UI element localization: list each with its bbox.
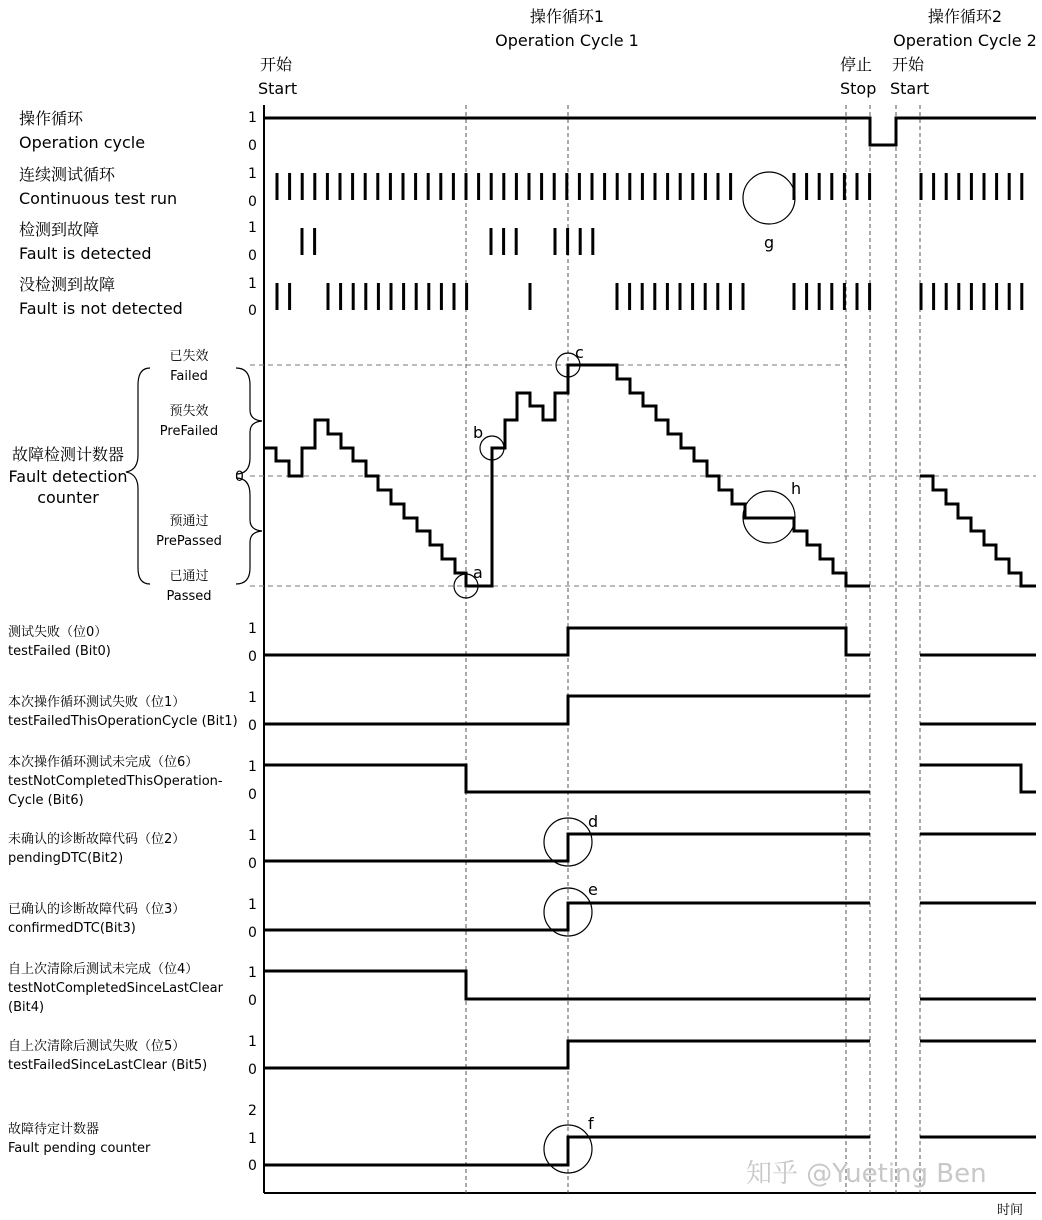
marker-d: d [588,812,599,831]
bit4-label-en: testNotCompletedSinceLastClear [8,981,223,996]
cont-test-label-zh: 连续测试循环 [19,165,116,184]
op-cycle-label-en: Operation cycle [19,133,146,152]
bit3-label-en: confirmedDTC(Bit3) [8,921,136,936]
bit6-waveform-2 [920,765,1036,792]
bit6-level-0: 0 [248,787,257,803]
bit4-level-1: 1 [248,965,257,981]
bit0-label-en: testFailed (Bit0) [8,644,111,659]
start2-label-en: Start [890,79,930,98]
fault-det-label-zh: 检测到故障 [19,220,100,239]
bit4-waveform [264,971,870,999]
fpc-level-1: 1 [248,1131,257,1147]
bit4-label-zh: 自上次清除后测试未完成（位4） [8,962,199,977]
counter-label-zh: 故障检测计数器 [11,445,125,464]
prefailed-brace [236,368,262,474]
failed-label-en: Failed [170,369,208,384]
level-1-fn: 1 [248,276,257,292]
failed-label-zh: 已失效 [169,349,209,364]
bit2-waveform [264,834,870,861]
stop-label-zh: 停止 [840,55,873,74]
bit3-label-zh: 已确认的诊断故障代码（位3） [8,902,186,917]
level-0-op: 0 [248,138,257,154]
fpc-label-zh: 故障待定计数器 [8,1122,100,1137]
fpc-level-2: 2 [248,1103,257,1119]
bit2-level-1: 1 [248,828,257,844]
level-1-fd: 1 [248,220,257,236]
bit1-waveform [264,696,870,724]
bit2-level-0: 0 [248,856,257,872]
marker-b: b [473,423,484,442]
bit0-label-zh: 测试失败（位0） [8,625,108,640]
bit5-label-zh: 自上次清除后测试失败（位5） [8,1039,186,1054]
bit0-level-1: 1 [248,621,257,637]
bit1-level-1: 1 [248,690,257,706]
prepassed-brace [236,478,262,584]
cycle1-title-en: Operation Cycle 1 [495,31,639,50]
level-0-fd: 0 [248,248,257,264]
marker-a: a [473,563,483,582]
bit0-level-0: 0 [248,649,257,665]
bit3-waveform [264,903,870,930]
prefailed-label-zh: 预失效 [169,404,209,419]
start-label-en: Start [258,79,298,98]
marker-e: e [588,880,598,899]
bit0-waveform [264,628,870,655]
passed-label-en: Passed [166,589,212,604]
bit6-label-en2: Cycle (Bit6) [8,793,84,808]
level-1-ct: 1 [248,166,257,182]
counter-label-en2: counter [37,488,99,507]
marker-g: g [764,233,775,252]
cycle2-title-zh: 操作循环2 [927,7,1003,26]
passed-label-zh: 已通过 [169,569,209,584]
prefailed-label-en: PreFailed [159,424,219,439]
fault-det-pulses [302,228,593,255]
bit5-label-en: testFailedSinceLastClear (Bit5) [8,1058,208,1073]
marker-c: c [575,343,584,362]
bit6-waveform [264,765,870,792]
bit1-label-zh: 本次操作循环测试失败（位1） [8,695,186,710]
fault-counter-waveform-2 [920,476,1036,586]
marker-f: f [588,1114,594,1133]
start2-label-zh: 开始 [892,55,925,74]
start-label-zh: 开始 [260,55,293,74]
bit2-label-zh: 未确认的诊断故障代码（位2） [8,832,186,847]
bit1-level-0: 0 [248,718,257,734]
bit6-label-en: testNotCompletedThisOperation- [8,774,223,789]
bit3-level-1: 1 [248,897,257,913]
bit6-label-zh: 本次操作循环测试未完成（位6） [8,755,199,770]
cont-test-pulses [277,173,1022,200]
fault-not-label-en: Fault is not detected [19,299,183,318]
bit6-level-1: 1 [248,759,257,775]
counter-brace [126,368,150,584]
marker-h: h [791,479,802,498]
bit4-label-en2: (Bit4) [8,1000,45,1015]
fpc-label-en: Fault pending counter [8,1141,151,1156]
cycle1-title-zh: 操作循环1 [529,7,605,26]
op-cycle-label-zh: 操作循环 [19,109,84,128]
fault-det-label-en: Fault is detected [19,244,152,263]
bit4-level-0: 0 [248,993,257,1009]
bit5-waveform [264,1041,870,1068]
prepassed-label-en: PrePassed [156,534,222,549]
counter-label-en1: Fault detection [8,467,128,486]
bit5-level-0: 0 [248,1062,257,1078]
fpc-level-0: 0 [248,1158,257,1174]
time-label: 时间 [997,1203,1024,1218]
cycle2-title-en: Operation Cycle 2 [893,31,1037,50]
watermark: 知乎 @Yueting Ben [746,1159,987,1189]
level-0-fn: 0 [248,303,257,319]
stop-label-en: Stop [840,79,877,98]
marker-g-circle [743,172,795,224]
counter-zero-label: 0 [235,469,244,485]
fault-not-label-zh: 没检测到故障 [19,275,116,294]
bit3-level-0: 0 [248,925,257,941]
fault-not-pulses [277,283,1022,310]
cont-test-label-en: Continuous test run [19,189,178,208]
bit2-label-en: pendingDTC(Bit2) [8,851,124,866]
level-0-ct: 0 [248,194,257,210]
bit5-level-1: 1 [248,1034,257,1050]
level-1-op: 1 [248,110,257,126]
prepassed-label-zh: 预通过 [169,514,209,529]
bit1-label-en: testFailedThisOperationCycle (Bit1) [8,714,238,729]
